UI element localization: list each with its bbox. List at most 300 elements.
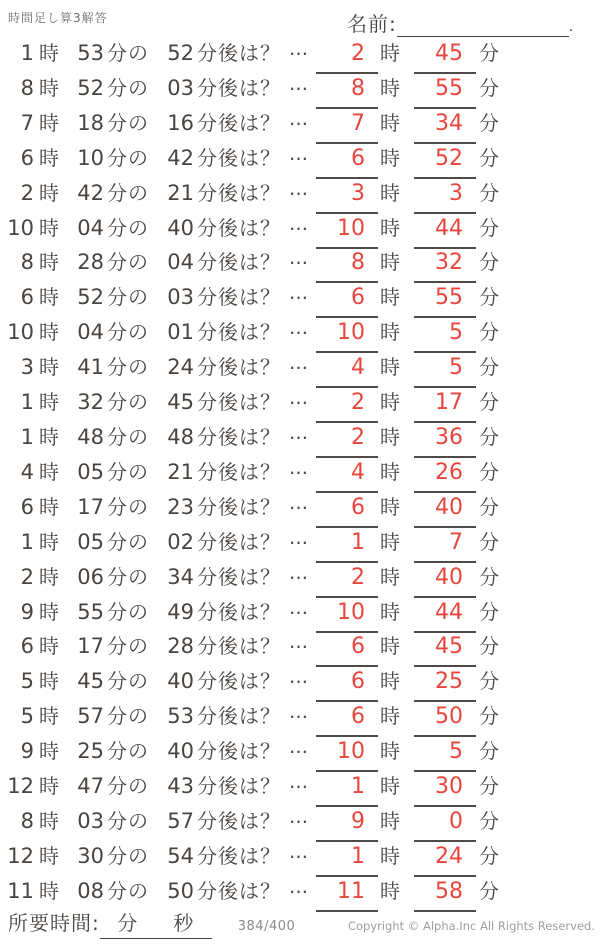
answer-hour-blank [316, 669, 378, 702]
problem-row [0, 668, 600, 703]
ellipsis: … [289, 247, 308, 270]
question-hour: 10 [7, 320, 34, 345]
minute-unit-label: 分 [479, 424, 500, 449]
minutes-after-question-label: 分後は？ [197, 494, 281, 519]
answer-minute-blank [414, 285, 476, 318]
minutes-after-question-label: 分後は？ [197, 110, 281, 135]
minute-unit-label: 分 [479, 145, 500, 170]
minute-no-label: 分の [107, 320, 149, 345]
ellipsis: … [289, 317, 308, 340]
hour-unit-label: 時 [380, 669, 401, 694]
problem-row [0, 107, 600, 145]
answer-block [316, 564, 500, 598]
answer-block [316, 494, 500, 528]
hour-unit-label: 時 [39, 424, 60, 449]
question-hour: 1 [20, 529, 34, 554]
hour-unit-label: 時 [39, 145, 60, 170]
answer-block [316, 40, 500, 74]
ellipsis: … [289, 701, 308, 724]
added-minutes: 50 [167, 878, 194, 903]
added-minutes: 49 [167, 599, 194, 624]
hour-unit-label: 時 [380, 215, 401, 240]
problem-row [0, 249, 600, 284]
answer-block [316, 424, 500, 458]
answer-hour: 8 [351, 250, 365, 276]
minute-unit-label: 分 [479, 215, 500, 240]
answer-block [316, 249, 500, 283]
minutes-after-question-label: 分後は？ [197, 774, 281, 799]
answer-hour-blank [316, 320, 378, 353]
answer-hour-blank [316, 460, 378, 493]
added-minutes: 03 [167, 285, 194, 310]
hour-unit-label: 時 [380, 75, 401, 100]
answer-hour: 6 [351, 145, 365, 171]
minute-no-label: 分の [107, 599, 149, 624]
question-minute: 25 [77, 739, 104, 764]
ellipsis: … [289, 840, 308, 863]
answer-minute: 25 [435, 669, 463, 695]
hour-unit-label: 時 [380, 459, 401, 484]
question-minute: 17 [77, 494, 104, 519]
added-minutes: 40 [167, 739, 194, 764]
answer-minute-blank [414, 704, 476, 737]
question-minute: 41 [77, 355, 104, 380]
answer-minute-blank [414, 111, 476, 144]
hour-unit-label: 時 [380, 634, 401, 659]
question-hour: 9 [20, 739, 34, 764]
answer-hour-blank [316, 530, 378, 563]
question-minute: 47 [77, 774, 104, 799]
question-hour: 9 [20, 599, 34, 624]
hour-unit-label: 時 [39, 215, 60, 240]
question-minute: 18 [77, 110, 104, 135]
hour-unit-label: 時 [380, 390, 401, 415]
question-hour: 8 [20, 808, 34, 833]
minutes-unit-label: 分 [117, 911, 139, 935]
question-hour: 1 [20, 424, 34, 449]
ellipsis: … [289, 72, 308, 95]
answer-minute-blank [414, 425, 476, 458]
added-minutes: 40 [167, 669, 194, 694]
answer-hour-blank [316, 565, 378, 598]
minute-unit-label: 分 [479, 285, 500, 310]
answer-hour-blank [316, 285, 378, 318]
added-minutes: 01 [167, 320, 194, 345]
minutes-after-question-label: 分後は？ [197, 145, 281, 170]
minute-no-label: 分の [107, 529, 149, 554]
answer-minute: 55 [435, 285, 463, 311]
answer-hour-blank [316, 495, 378, 528]
hour-unit-label: 時 [39, 739, 60, 764]
hour-unit-label: 時 [380, 564, 401, 589]
answer-hour-blank [316, 146, 378, 179]
added-minutes: 53 [167, 704, 194, 729]
answer-hour-blank [316, 216, 378, 249]
added-minutes: 42 [167, 145, 194, 170]
answer-block [316, 738, 500, 772]
question-hour: 1 [20, 41, 34, 65]
answer-minute-blank [414, 355, 476, 388]
hour-unit-label: 時 [39, 180, 60, 205]
added-minutes: 04 [167, 250, 194, 275]
ellipsis: … [289, 107, 308, 130]
ellipsis: … [289, 142, 308, 165]
answer-minute-blank [414, 181, 476, 214]
answer-minute: 30 [435, 774, 463, 800]
answer-hour: 2 [351, 424, 365, 450]
answer-minute-blank [414, 41, 476, 74]
answer-minute: 55 [435, 75, 463, 101]
question-hour: 6 [20, 634, 34, 659]
hour-unit-label: 時 [380, 494, 401, 519]
answer-minute: 52 [435, 145, 463, 171]
problem-row [0, 491, 600, 529]
answer-minute: 5 [449, 355, 463, 381]
question-minute: 04 [77, 320, 104, 345]
minute-unit-label: 分 [479, 704, 500, 729]
question-minute: 04 [77, 215, 104, 240]
added-minutes: 54 [167, 843, 194, 868]
problems-list [0, 40, 600, 913]
problem-row [0, 212, 600, 250]
hour-unit-label: 時 [380, 250, 401, 275]
minute-unit-label: 分 [479, 41, 500, 65]
minutes-after-question-label: 分後は？ [197, 669, 281, 694]
hour-unit-label: 時 [39, 75, 60, 100]
added-minutes: 21 [167, 459, 194, 484]
minutes-after-question-label: 分後は？ [197, 843, 281, 868]
answer-hour: 2 [351, 41, 365, 66]
question-hour: 6 [20, 145, 34, 170]
hour-unit-label: 時 [39, 110, 60, 135]
answer-hour-blank [316, 809, 378, 842]
ellipsis: … [289, 421, 308, 444]
question-minute: 55 [77, 599, 104, 624]
minute-unit-label: 分 [479, 634, 500, 659]
answer-hour: 1 [351, 529, 365, 555]
hour-unit-label: 時 [39, 599, 60, 624]
hour-unit-label: 時 [39, 355, 60, 380]
answer-hour-blank [316, 774, 378, 807]
answer-hour-blank [316, 181, 378, 214]
answer-minute-blank [414, 565, 476, 598]
answer-block [316, 668, 500, 702]
added-minutes: 34 [167, 564, 194, 589]
question-minute: 10 [77, 145, 104, 170]
added-minutes: 16 [167, 110, 194, 135]
hour-unit-label: 時 [39, 320, 60, 345]
answer-block [316, 389, 500, 423]
ellipsis: … [289, 456, 308, 479]
answer-hour-blank [316, 425, 378, 458]
ellipsis: … [289, 177, 308, 200]
minutes-after-question-label: 分後は？ [197, 634, 281, 659]
answer-hour-blank [316, 111, 378, 144]
hour-unit-label: 時 [380, 180, 401, 205]
question-minute: 03 [77, 808, 104, 833]
minute-no-label: 分の [107, 669, 149, 694]
answer-hour: 2 [351, 390, 365, 416]
problem-row [0, 456, 600, 494]
hour-unit-label: 時 [380, 739, 401, 764]
ellipsis: … [289, 875, 308, 898]
ellipsis: … [289, 387, 308, 410]
answer-block [316, 145, 500, 179]
answer-hour-blank [316, 600, 378, 633]
hour-unit-label: 時 [380, 424, 401, 449]
answer-minute: 40 [435, 564, 463, 590]
minute-no-label: 分の [107, 215, 149, 240]
answer-minute-blank [414, 216, 476, 249]
answer-hour-blank [316, 844, 378, 877]
minute-unit-label: 分 [479, 808, 500, 833]
answer-hour-blank [316, 41, 378, 74]
added-minutes: 57 [167, 808, 194, 833]
answer-minute: 24 [435, 843, 463, 869]
minute-unit-label: 分 [479, 564, 500, 589]
answer-hour-blank [316, 704, 378, 737]
answer-block [316, 773, 500, 807]
answer-hour-blank [316, 250, 378, 283]
added-minutes: 21 [167, 180, 194, 205]
minute-no-label: 分の [107, 808, 149, 833]
added-minutes: 40 [167, 215, 194, 240]
minutes-after-question-label: 分後は？ [197, 878, 281, 903]
hour-unit-label: 時 [39, 843, 60, 868]
answer-minute: 34 [435, 110, 463, 136]
minute-no-label: 分の [107, 390, 149, 415]
minute-unit-label: 分 [479, 110, 500, 135]
hour-unit-label: 時 [39, 669, 60, 694]
hour-unit-label: 時 [39, 250, 60, 275]
question-hour: 10 [7, 215, 34, 240]
ellipsis: … [289, 561, 308, 584]
question-minute: 48 [77, 424, 104, 449]
minute-no-label: 分の [107, 774, 149, 799]
question-hour: 6 [20, 494, 34, 519]
answer-minute-blank [414, 844, 476, 877]
problem-row [0, 354, 600, 389]
minutes-after-question-label: 分後は？ [197, 215, 281, 240]
answer-hour: 4 [351, 355, 365, 381]
problem-row [0, 703, 600, 738]
minute-no-label: 分の [107, 110, 149, 135]
question-minute: 42 [77, 180, 104, 205]
answer-minute: 40 [435, 494, 463, 520]
answer-minute-blank [414, 76, 476, 109]
answer-minute-blank [414, 669, 476, 702]
problem-row [0, 177, 600, 215]
minutes-after-question-label: 分後は？ [197, 808, 281, 833]
hour-unit-label: 時 [380, 110, 401, 135]
question-minute: 05 [77, 459, 104, 484]
answer-block [316, 354, 500, 388]
problem-row [0, 526, 600, 564]
answer-block [316, 284, 500, 318]
answer-hour: 7 [351, 110, 365, 136]
answer-minute-blank [414, 600, 476, 633]
answer-hour: 1 [351, 843, 365, 869]
question-hour: 12 [7, 774, 34, 799]
hour-unit-label: 時 [39, 390, 60, 415]
minutes-after-question-label: 分後は？ [197, 704, 281, 729]
hour-unit-label: 時 [380, 704, 401, 729]
answer-minute-blank [414, 320, 476, 353]
minute-no-label: 分の [107, 704, 149, 729]
answer-block [316, 110, 500, 144]
answer-hour-blank [316, 390, 378, 423]
answer-hour-blank [316, 76, 378, 109]
answer-hour: 10 [337, 599, 365, 625]
problem-row [0, 805, 600, 843]
minute-unit-label: 分 [479, 529, 500, 554]
added-minutes: 48 [167, 424, 194, 449]
hour-unit-label: 時 [39, 878, 60, 903]
added-minutes: 02 [167, 529, 194, 554]
answer-hour-blank [316, 634, 378, 667]
minute-unit-label: 分 [479, 878, 500, 903]
ellipsis: … [289, 805, 308, 828]
question-minute: 06 [77, 564, 104, 589]
minutes-after-question-label: 分後は？ [197, 599, 281, 624]
answer-block [316, 75, 500, 109]
added-minutes: 03 [167, 75, 194, 100]
answer-hour-blank [316, 355, 378, 388]
minute-unit-label: 分 [479, 599, 500, 624]
question-hour: 8 [20, 250, 34, 275]
minutes-after-question-label: 分後は？ [197, 250, 281, 275]
problem-row [0, 773, 600, 808]
question-minute: 57 [77, 704, 104, 729]
hour-unit-label: 時 [380, 145, 401, 170]
question-minute: 32 [77, 390, 104, 415]
answer-block [316, 599, 500, 633]
answer-minute-blank [414, 774, 476, 807]
question-hour: 1 [20, 390, 34, 415]
name-field [347, 8, 573, 37]
question-hour: 3 [20, 355, 34, 380]
answer-minute: 58 [435, 878, 463, 904]
hour-unit-label: 時 [39, 459, 60, 484]
footer [8, 907, 595, 939]
hour-unit-label: 時 [380, 529, 401, 554]
added-minutes: 45 [167, 390, 194, 415]
answer-hour-blank [316, 739, 378, 772]
question-minute: 28 [77, 250, 104, 275]
minutes-after-question-label: 分後は？ [197, 180, 281, 205]
answer-hour: 4 [351, 459, 365, 485]
answer-block [316, 459, 500, 493]
minute-no-label: 分の [107, 878, 149, 903]
minute-no-label: 分の [107, 180, 149, 205]
answer-block [316, 180, 500, 214]
answer-block [316, 633, 500, 667]
problem-row [0, 633, 600, 668]
minutes-after-question-label: 分後は？ [197, 75, 281, 100]
question-hour: 7 [20, 110, 34, 135]
ellipsis: … [289, 736, 308, 759]
problem-row [0, 284, 600, 319]
minute-no-label: 分の [107, 494, 149, 519]
hour-unit-label: 時 [39, 634, 60, 659]
question-hour: 2 [20, 180, 34, 205]
answer-minute-blank [414, 460, 476, 493]
minute-unit-label: 分 [479, 459, 500, 484]
question-hour: 12 [7, 843, 34, 868]
minute-unit-label: 分 [479, 355, 500, 380]
minute-unit-label: 分 [479, 843, 500, 868]
answer-minute-blank [414, 250, 476, 283]
ellipsis: … [289, 631, 308, 654]
answer-minute: 17 [435, 390, 463, 416]
hour-unit-label: 時 [39, 494, 60, 519]
answer-hour: 9 [351, 808, 365, 834]
hour-unit-label: 時 [380, 774, 401, 799]
answer-minute: 7 [449, 529, 463, 555]
minute-no-label: 分の [107, 459, 149, 484]
minute-unit-label: 分 [479, 250, 500, 275]
answer-block [316, 703, 500, 737]
ellipsis: … [289, 282, 308, 305]
problem-row [0, 72, 600, 110]
minute-unit-label: 分 [479, 739, 500, 764]
minute-unit-label: 分 [479, 75, 500, 100]
answer-block [316, 529, 500, 563]
answer-block [316, 808, 500, 842]
problem-row [0, 738, 600, 773]
minute-unit-label: 分 [479, 494, 500, 519]
problem-row [0, 142, 600, 180]
minutes-after-question-label: 分後は？ [197, 424, 281, 449]
minutes-after-question-label: 分後は？ [197, 285, 281, 310]
answer-minute-blank [414, 390, 476, 423]
answer-hour: 3 [351, 180, 365, 206]
problem-row [0, 389, 600, 424]
minute-unit-label: 分 [479, 669, 500, 694]
question-hour: 6 [20, 285, 34, 310]
hour-unit-label: 時 [39, 564, 60, 589]
answer-hour: 6 [351, 634, 365, 660]
added-minutes: 23 [167, 494, 194, 519]
ellipsis: … [289, 352, 308, 375]
answer-minute: 36 [435, 424, 463, 450]
hour-unit-label: 時 [39, 41, 60, 65]
ellipsis: … [289, 771, 308, 794]
answer-minute: 45 [435, 634, 463, 660]
minutes-after-question-label: 分後は？ [197, 459, 281, 484]
question-minute: 08 [77, 878, 104, 903]
minute-unit-label: 分 [479, 390, 500, 415]
minute-no-label: 分の [107, 355, 149, 380]
question-minute: 17 [77, 634, 104, 659]
minutes-after-question-label: 分後は？ [197, 390, 281, 415]
question-hour: 2 [20, 564, 34, 589]
question-minute: 45 [77, 669, 104, 694]
problem-row [0, 596, 600, 634]
minute-no-label: 分の [107, 424, 149, 449]
page-title: 時間足し算3解答 [8, 11, 108, 25]
hour-unit-label: 時 [380, 41, 401, 65]
ellipsis: … [289, 38, 308, 60]
problem-row [0, 421, 600, 459]
name-label: 名前: [347, 12, 397, 36]
answer-hour: 6 [351, 285, 365, 311]
added-minutes: 24 [167, 355, 194, 380]
answer-block [316, 843, 500, 877]
minute-unit-label: 分 [479, 180, 500, 205]
answer-hour: 2 [351, 564, 365, 590]
problem-row [0, 561, 600, 599]
